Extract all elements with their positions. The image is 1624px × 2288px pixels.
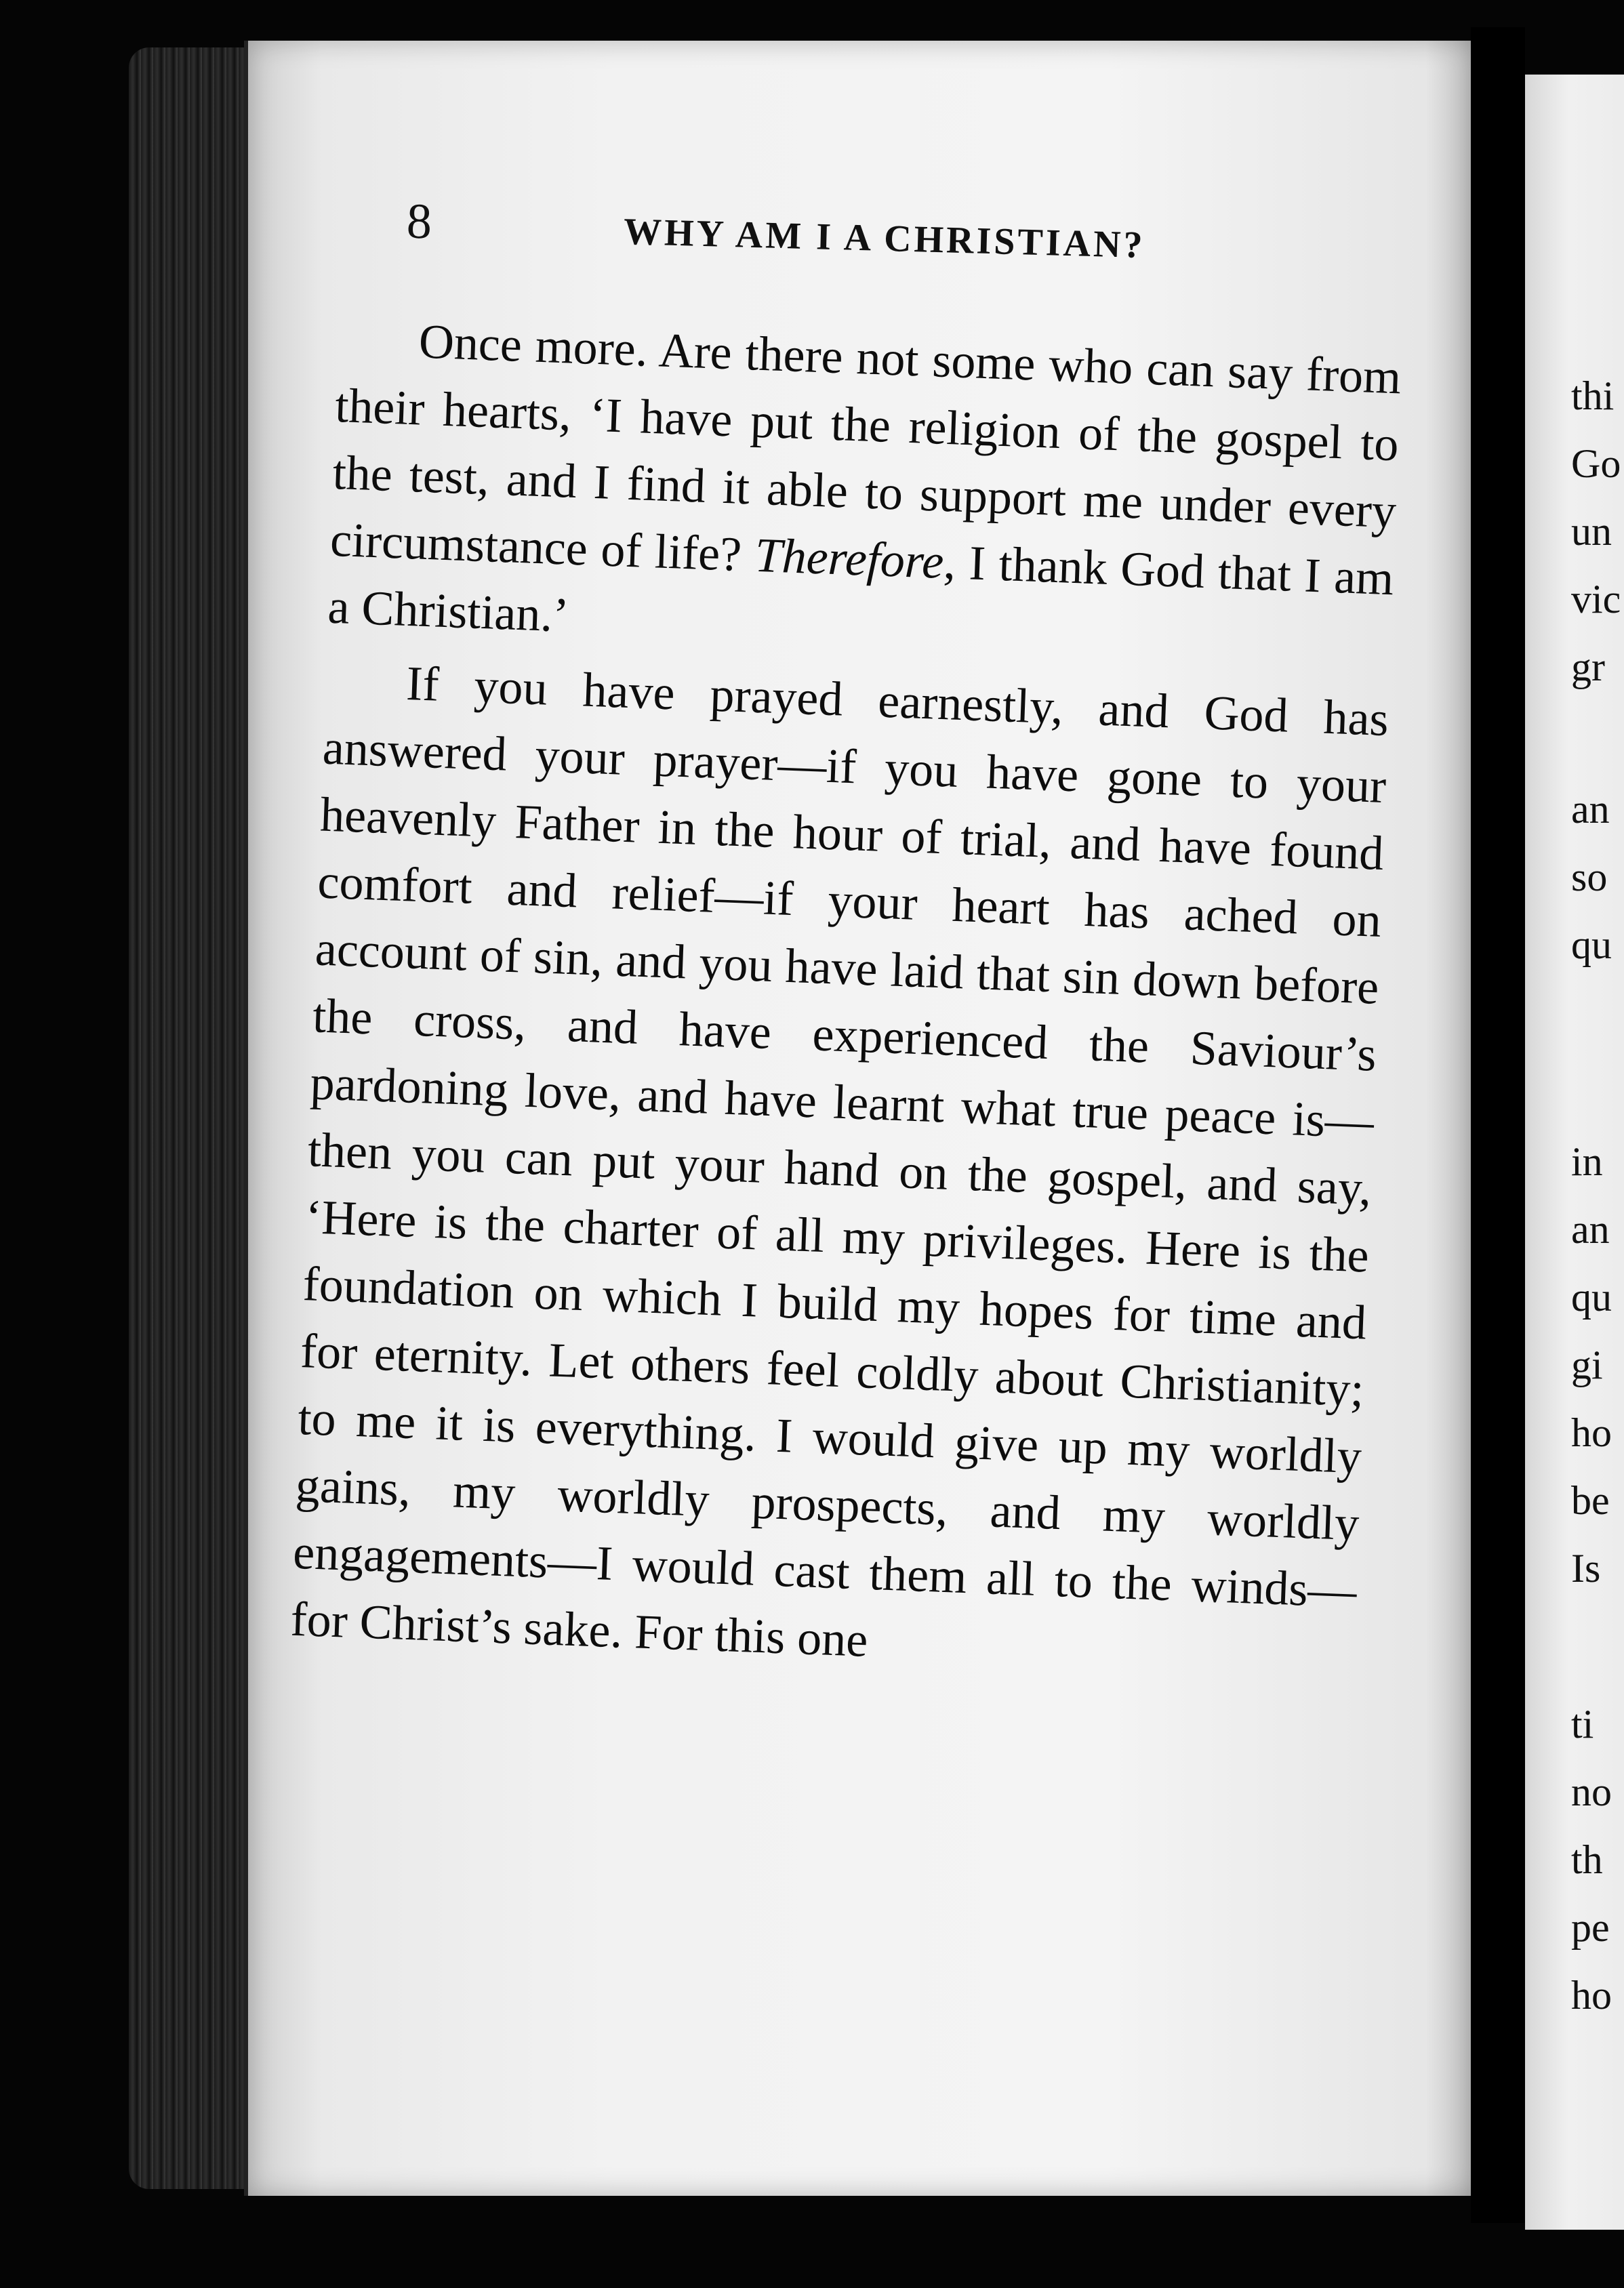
facing-fragment: ho (1571, 1973, 1612, 2018)
facing-fragment: an (1571, 1207, 1610, 1252)
facing-fragment: qu (1571, 922, 1612, 967)
book-page-edges (129, 47, 258, 2189)
facing-fragment: vic (1571, 577, 1621, 621)
facing-fragment: ho (1571, 1410, 1612, 1455)
facing-fragment: no (1571, 1770, 1612, 1814)
paragraph-1-text-b: , I thank God that I am a Christian.’ (327, 534, 1395, 642)
paragraph-1-text-a: Once more. Are there not some who can say from their hearts, ‘I have put the religion of the gospel to the test, and I find it able to support me under every circumstance of life? (329, 314, 1402, 582)
facing-page-edge (1525, 75, 1624, 2230)
running-head: WHY AM I A CHRISTIAN? (623, 210, 1146, 267)
facing-fragment: th (1571, 1837, 1603, 1882)
facing-fragment: so (1571, 855, 1608, 899)
facing-fragment: ti (1571, 1702, 1594, 1746)
facing-fragment: Is (1571, 1546, 1601, 1591)
book-gutter (1471, 27, 1525, 2223)
facing-fragment: un (1571, 509, 1612, 554)
facing-fragment: gi (1571, 1343, 1603, 1387)
facing-fragment: gr (1571, 645, 1605, 689)
facing-fragment: in (1571, 1139, 1603, 1184)
body-text (289, 305, 1402, 1692)
page-number: 8 (405, 193, 433, 250)
paragraph-1-emphasis: Therefore (754, 527, 945, 589)
facing-fragment: thi (1571, 373, 1615, 418)
paragraph-2: If you have prayed earnestly, and God has answered your prayer—if you have gone to your heavenly Father in the hour of trial, and have found comfort and relief—if your heart has ached on account of sin, and you have laid that sin down before the cross, and have experienced the Saviour’s pardoning love, and have learnt what true peace is—then you can put your hand on the gospel, and say, ‘Here is the charter of all my privileges. Here is the foundation on which I build my hopes for time and for eternity. Let others feel coldly about Christianity; to me it is everything. I would give up my worldly gains, my worldly prospects, and my worldly engagements—I would cast them all to the winds—for Christ’s sake. For this one (289, 656, 1390, 1667)
facing-fragment: qu (1571, 1275, 1612, 1320)
paragraph-1 (327, 305, 1402, 679)
facing-fragment: Go (1571, 441, 1621, 486)
facing-fragment: be (1571, 1478, 1610, 1523)
facing-fragment: pe (1571, 1905, 1610, 1950)
facing-fragment: an (1571, 787, 1610, 832)
